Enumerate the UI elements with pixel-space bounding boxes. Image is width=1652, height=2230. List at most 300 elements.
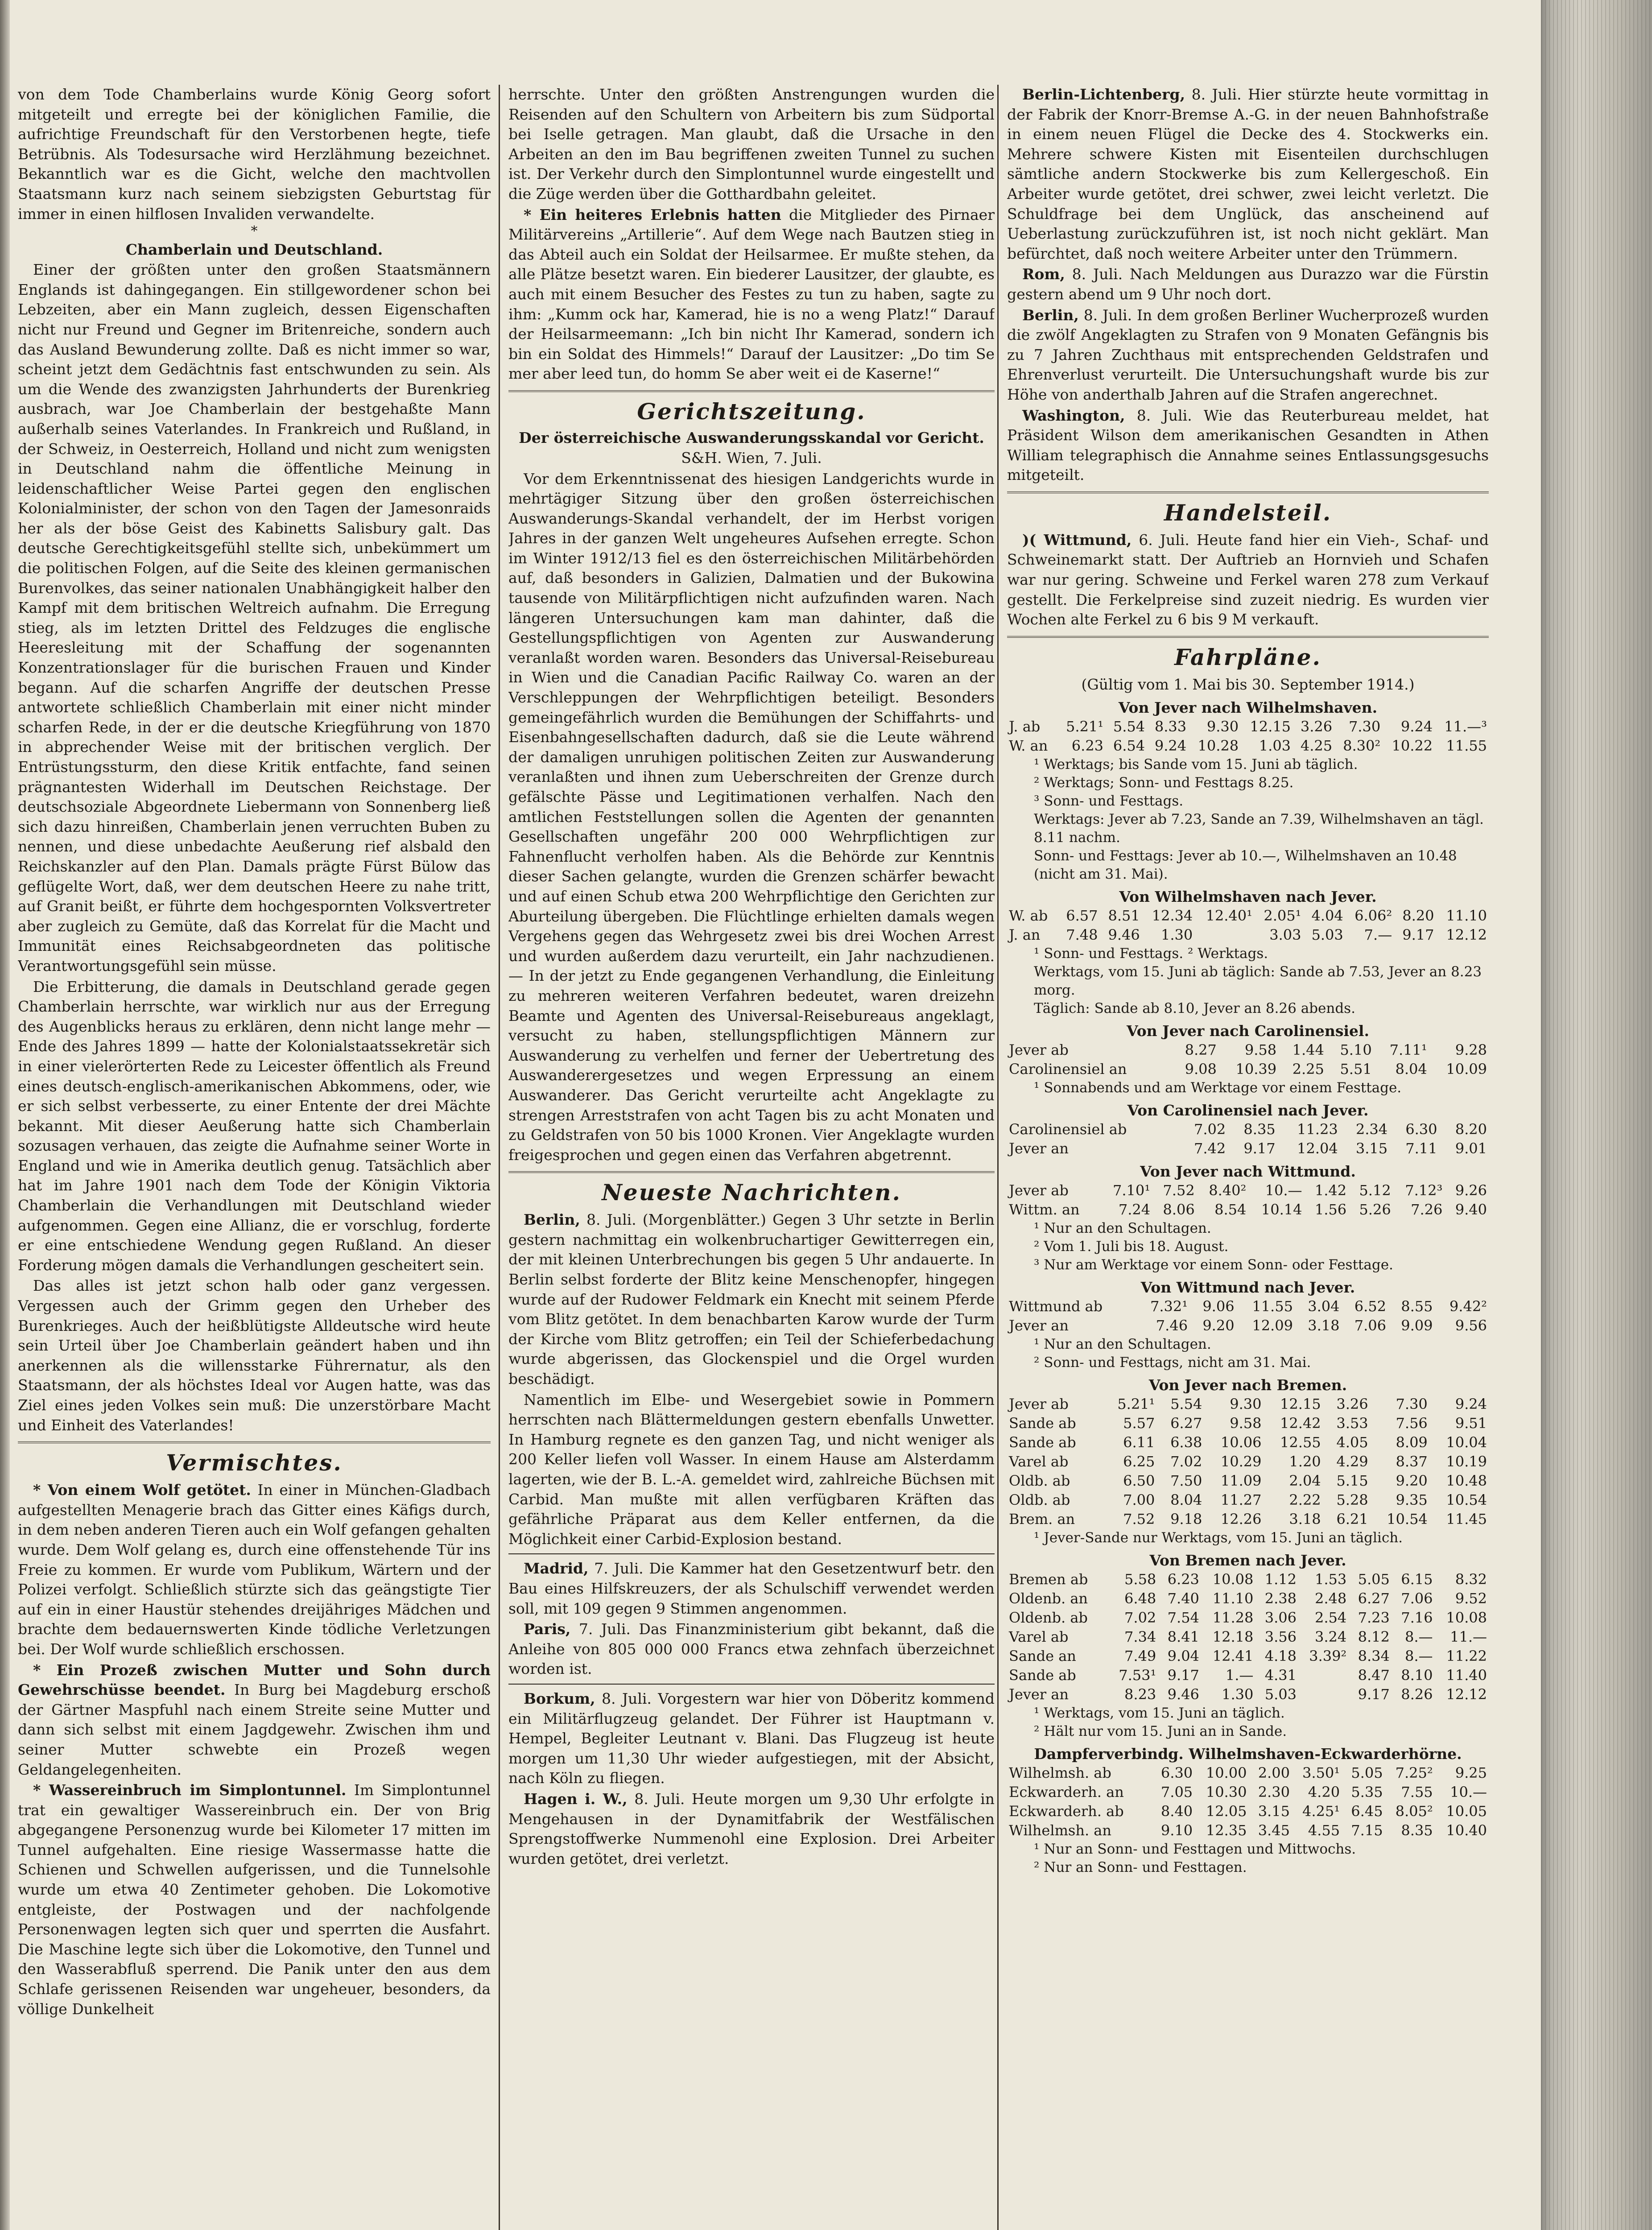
time-cell: 1.30 <box>1161 926 1193 944</box>
time-cell: 2.48 <box>1315 1590 1347 1607</box>
column-2 <box>508 85 995 2230</box>
time-cell: 8.— <box>1404 1648 1433 1665</box>
time-cell: 3.06 <box>1264 1609 1297 1627</box>
timetable-note: ² Hält nur vom 15. Juni an in Sande. <box>1034 1723 1287 1740</box>
time-cell: 8.51 <box>1108 907 1140 925</box>
time-cell: 7.26 <box>1411 1201 1443 1218</box>
station-cell: Bremen ab <box>1009 1571 1088 1588</box>
item-text: In einer in München-Gladbach aufgestellten Menagerie brach das Gitter eines Käfigs durch, in dem neben anderen Tieren auch ein Wolf gefangen gehalten wurde. Dem Wolf gelang es, durch eine offenstehende Tür ins Freie zu kommen. Er wurde vom Publikum, Wärtern und der Polizei verfolgt. Schließlich stürzte sich das geängstigte Tier auf ein in einer Haustür stehendes dreijähriges Mädchen und brachte dem bedauernswerten Kinde tödliche Verletzungen bei. Der Wolf wurde schließlich erschossen. <box>18 1481 491 1658</box>
time-cell: 8.34 <box>1358 1648 1390 1665</box>
time-cell: 2.22 <box>1289 1491 1321 1509</box>
station-cell: W. an <box>1009 737 1048 755</box>
time-cell: 6.57 <box>1066 907 1098 925</box>
time-cell: 7.55 <box>1401 1784 1433 1801</box>
time-cell: 3.50¹ <box>1302 1764 1340 1782</box>
time-cell: 10.22 <box>1392 737 1433 755</box>
timetable-row <box>1007 1589 1489 1608</box>
article-heading: Chamberlain und Deutschland. <box>125 241 383 259</box>
item-heading: * Ein heiteres Erlebnis hatten <box>524 206 781 223</box>
timetable-row <box>1007 906 1489 925</box>
time-cell: 6.11 <box>1123 1434 1155 1451</box>
time-cell: 8.35 <box>1243 1121 1276 1138</box>
time-cell: 3.26 <box>1336 1396 1368 1413</box>
time-cell: 7.54 <box>1167 1609 1199 1627</box>
news-item <box>1007 406 1489 485</box>
time-cell: 5.15 <box>1336 1472 1368 1490</box>
news-item <box>508 1210 995 1389</box>
time-cell: 8.37 <box>1396 1453 1428 1470</box>
item-heading: * Wassereinbruch im Simplontunnel. <box>33 1781 347 1799</box>
time-cell: 12.55 <box>1280 1434 1321 1451</box>
time-cell: 11.55 <box>1446 737 1487 755</box>
time-cell: 6.27 <box>1358 1590 1390 1607</box>
timetable-note: ² Werktags; Sonn- und Festtags 8.25. <box>1034 775 1294 791</box>
time-cell: 10.05 <box>1446 1803 1487 1820</box>
timetable-note: ² Vom 1. Juli bis 18. August. <box>1034 1239 1229 1255</box>
time-cell: 10.06 <box>1220 1434 1262 1451</box>
time-cell: 1.44 <box>1292 1041 1324 1059</box>
time-cell: 7.06 <box>1354 1317 1386 1334</box>
time-cell: 9.10 <box>1161 1822 1193 1839</box>
time-cell: 3.56 <box>1264 1628 1297 1646</box>
time-cell: 6.06² <box>1355 907 1392 925</box>
station-cell: Sande an <box>1009 1648 1076 1665</box>
time-cell: 10.00 <box>1206 1764 1247 1782</box>
time-cell: 7.10¹ <box>1113 1182 1151 1199</box>
timetable-note: Täglich: Sande ab 8.10, Jever an 8.26 abends. <box>1034 1000 1355 1017</box>
time-cell: 1.30 <box>1222 1686 1254 1703</box>
item-text: 8. Juli. (Morgenblätter.) Gegen 3 Uhr setzte in Berlin gestern nachmittag ein wolkenbruchartiger Gewitterregen ein, der mit kleinen Unterbrechungen bis gegen 5 Uhr andauerte. In Berlin selbst forderte der Blitz keine Menschenopfer, hingegen wurde auf der Rudower Feldmark ein Knecht mit seinem Pferde vom Blitz getötet. In dem benachbarten Karow wurde der Turm der Kirche vom Blitz getroffen; ein Teil der Schieferbedachung wurde abgerissen, das Glockenspiel und die Orgel wurden beschädigt. <box>508 1211 995 1388</box>
article-text: Einer der größten unter den großen Staatsmännern Englands ist dahingegangen. Ein stillgewordener schon bei Lebzeiten, aber ein Mann zugleich, dessen Eigenschaften nicht nur Freund und Gegner im Britenreiche, sondern auch das Ausland Bewunderung zollte. Daß es nicht immer so war, scheint jetzt dem Gedächtnis fast entschwunden zu sein. Als um die Wende des zwanzigsten Jahrhunderts der Burenkrieg ausbrach, war Joe Chamberlain der bestgehaßte Mann außerhalb seines Vaterlandes. In Frankreich und Rußland, in der Schweiz, in Oesterreich, Holland und nicht zum wenigsten in Deutschland nahm die öffentliche Meinung in leidenschaftlicher Weise Partei gegen den englischen Kolonialminister, der schon von den Tagen der Jamesonraids her als der böse Geist des Kabinetts Salisbury galt. Das deutsche Gerechtigkeitsgefühl stellte sich, unbekümmert um die politischen Folgen, auf die Seite des kleinen germanischen Burenvolkes, das seiner nationalen Unabhängigkeit halber den Kampf mit dem britischen Weltreich aufnahm. Die Erregung stieg, als im letzten Drittel des Feldzuges die englische Heeresleitung mit der Schaffung der sogenannten Konzentrationslager für die burischen Frauen und Kinder begann. Auf die scharfen Angriffe der deutschen Presse antwortete schließlich Chamberlain mit einer nicht minder scharfen Rede, in der er die deutsche Kriegführung von 1870 in abprechender Weise mit der britischen verglich. Der Entrüstungssturm, den diese Kritik entfachte, fand seinen prägnantesten Widerhall im Deutschen Reichstage. Der deutschsoziale Abgeordnete Liebermann von Sonnenberg ließ sich dazu hinreißen, Chamberlain jenen verruchten Buben zu nennen, und diese unbedachte Aeußerung rief alsbald den Reichskanzler auf den Plan. Damals prägte Fürst Bülow das geflügelte Wort, daß, wer dem deutschen Heere zu nahe tritt, auf Granit beißt, er führte dem hochgespornten Volksvertreter aber zugleich zu Gemüte, daß das Korrelat für die Macht und Immunität eines Reichsabgeordneten das politische Verantwortungsgefühl sein müsse. <box>18 261 491 975</box>
timetable-row <box>1007 1510 1489 1529</box>
timetable-row <box>1007 1491 1489 1510</box>
book-edge-pages <box>1541 0 1652 2230</box>
time-cell: 11.23 <box>1297 1121 1338 1138</box>
timetable-row <box>1007 1570 1489 1589</box>
section-divider <box>508 1171 995 1173</box>
time-cell: 6.50 <box>1123 1472 1155 1490</box>
time-cell: 9.28 <box>1455 1041 1487 1059</box>
time-cell: 6.54 <box>1113 737 1145 755</box>
time-cell: 1.03 <box>1259 737 1291 755</box>
timetable-row <box>1007 1608 1489 1627</box>
time-cell: 11.45 <box>1446 1511 1487 1528</box>
time-cell: 6.52 <box>1354 1298 1386 1315</box>
time-cell <box>1298 1666 1348 1685</box>
item-divider <box>508 1553 995 1554</box>
time-cell: 12.12 <box>1446 926 1487 944</box>
time-cell: 5.57 <box>1123 1415 1155 1432</box>
news-item <box>1007 306 1489 405</box>
station-cell: Jever ab <box>1009 1396 1069 1413</box>
section-title: Vermischtes. <box>166 1450 343 1476</box>
time-cell: 3.24 <box>1315 1628 1347 1646</box>
timetable-note: ² Nur an Sonn- und Festtagen. <box>1034 1859 1247 1876</box>
time-cell: 5.10 <box>1340 1041 1372 1059</box>
news-item <box>508 1689 995 1788</box>
timetable-row <box>1007 925 1489 945</box>
station-cell: Sande ab <box>1009 1415 1076 1432</box>
item-heading: * Von einem Wolf getötet. <box>33 1481 251 1499</box>
time-cell: 7.16 <box>1401 1609 1433 1627</box>
station-cell: Oldenb. an <box>1009 1590 1088 1607</box>
timetable-row <box>1007 1471 1489 1491</box>
time-cell: 7.12³ <box>1405 1182 1443 1199</box>
timetables <box>1007 699 1489 1877</box>
station-cell: Sande ab <box>1009 1667 1076 1684</box>
time-cell: 7.48 <box>1066 926 1098 944</box>
separator-star: * <box>251 223 258 240</box>
time-cell: 8.40² <box>1209 1182 1247 1199</box>
timetable-row <box>1007 1763 1489 1783</box>
timetable <box>1007 1570 1489 1704</box>
article-text: Vor dem Erkenntnissenat des hiesigen Landgerichts wurde in mehrtägiger Sitzung über den großen österreichischen Auswanderungs-Skandal verhandelt, der im Herbst vorigen Jahres in der ganzen Welt ungeheures Aufsehen erregte. Schon im Winter 1912/13 fiel es den österreichischen Militärbehörden auf, daß besonders in Galizien, Dalmatien und der Bukowina tausende von Militärpflichtigen nicht aufzufinden waren. Nach längeren Untersuchungen kam man dahinter, daß die Gestellungspflichtigen von Agenten zur Auswanderung veranlaßt worden waren. Besonders das Universal-Reisebureau in Wien und die Canadian Pacific Railway Co. waren an der Verschleppungen der Wehrpflichtigen beteiligt. Besonders gemeingefährlich wurden die Bemühungen der Schiffahrts- und Eisenbahngesellschaften dadurch, daß sie die Leute während der damaligen unruhigen politischen Zeiten zur Auswanderung veranlaßten und ihnen zum Ueberschreiten der Grenze durch gefälschte Pässe und Legitimationen verhalfen. Nach den amtlichen Feststellungen sollen die Agenten der genannten Gesellschaften ungefähr 200 000 Wehrpflichtigen zur Fahnenflucht verholfen haben. Als die Behörde zur Kenntnis dieser Sachen gelangte, wurden die Grenzen schärfer bewacht und auf einen Schub etwa 200 Wehrpflichtige den Gerichten zur Aburteilung übergeben. Die Flüchtlinge erhielten damals wegen Vergehens gegen das Wehrgesetz zwei bis drei Wochen Arrest und wurden außerdem dazu verurteilt, ein Jahr nachzudienen. — In der jetzt zu Ende gegangenen Verhandlung, die Einleitung zu mehreren weiteren Verfahren bedeutet, waren dreizehn Beamte und Agenten des Universal-Reisebureaus angeklagt, versucht zu haben, stellungspflichtigen Männern zur Auswanderung zu verhelfen und ferner der Uebertretung des Auswanderergesetzes und wegen Erpressung an einem Auswanderer. Das Gericht verurteilte acht Angeklagte zu strengen Arreststrafen von acht Tagen bis zu acht Monaten und zu Geldstrafen von 50 bis 1000 Kronen. Vier Angeklagte wurden freigesprochen und gegen einen das Verfahren abgetrennt. <box>508 470 995 1164</box>
time-cell: 10.30 <box>1206 1784 1247 1801</box>
page-left-shadow <box>0 0 10 2230</box>
time-cell: 7.02 <box>1170 1453 1202 1470</box>
time-cell: 3.18 <box>1308 1317 1340 1334</box>
time-cell: 7.06 <box>1401 1590 1433 1607</box>
time-cell: 11.40 <box>1446 1667 1487 1684</box>
station-cell: Oldb. ab <box>1009 1491 1070 1509</box>
timetable-row <box>1007 1181 1489 1200</box>
news-item <box>18 1660 491 1780</box>
item-text: In Burg bei Magdeburg erschoß der Gärtner Maspfuhl nach einem Streite seine Mutter und dann sich selbst mit einem Jagdgewehr. Zwischen ihm und seiner Mutter schwebte ein Prozeß wegen Geldangelegenheiten. <box>18 1681 491 1778</box>
article-heading: Der österreichische Auswanderungsskandal vor Gericht. <box>519 429 984 446</box>
time-cell: 7.— <box>1364 926 1392 944</box>
time-cell: 8.04 <box>1170 1491 1202 1509</box>
time-cell: 9.58 <box>1230 1415 1262 1432</box>
time-cell: 9.01 <box>1455 1140 1487 1157</box>
time-cell: 10.54 <box>1387 1511 1428 1528</box>
time-cell: 1.56 <box>1314 1201 1347 1218</box>
time-cell: 12.34 <box>1152 907 1193 925</box>
time-cell: 9.40 <box>1455 1201 1487 1218</box>
time-cell: 8.12 <box>1358 1628 1390 1646</box>
station-cell: Carolinensiel an <box>1009 1061 1127 1078</box>
timetable-row <box>1007 1685 1489 1704</box>
item-text: 8. Juli. Vorgestern war hier von Döberitz kommend ein Militärflugzeug gelandet. Der Führer ist Hauptmann v. Hempel, Begleiter Leutnant v. Blani. Das Flugzeug ist heute morgen um 11,30 Uhr wieder aufgestiegen, mit der Absicht, nach Köln zu fliegen. <box>508 1689 995 1787</box>
time-cell: 7.32¹ <box>1150 1298 1188 1315</box>
timetable <box>1007 717 1489 756</box>
time-cell: 5.21¹ <box>1066 718 1104 735</box>
time-cell: 12.26 <box>1220 1511 1262 1528</box>
station-cell: Jever an <box>1009 1686 1069 1703</box>
time-cell: 10.28 <box>1198 737 1239 755</box>
time-cell: 2.25 <box>1292 1061 1324 1078</box>
timetable <box>1007 1763 1489 1840</box>
timetable-title: Von Wittmund nach Jever. <box>1140 1279 1355 1297</box>
article-text: Die Erbitterung, die damals in Deutschland gerade gegen Chamberlain herrschte, war wirklich nur aus der Erregung des Augenblicks heraus zu erklären, denn nicht lange mehr — Ende des Jahres 1899 — hatte der Kolonialstaatssekretär sich in einer vielerörterten Rede zu Leicester öffentlich als Freund eines deutsch-englisch-amerikanischen Abkommens, oder, wie er sich selbst verbesserte, zu einer Entente der drei Mächte bekannt. Mit dieser Aeußerung hatte sich Chamberlain sozusagen verhauen, das zeigte die Aufnahme seiner Worte in England und wie in Amerika deutlich genug. Tatsächlich aber hat im Jahre 1901 nach dem Tode der Königin Viktoria Chamberlain die Verhandlungen mit Deutschland wieder aufgenommen. Gegen eine Allianz, die er vorschlug, forderte er eine entschiedene Wendung gegen Rußland. An dieser Forderung mögen damals die Verhandlungen gescheitert sein. <box>18 978 491 1274</box>
news-item <box>1007 264 1489 304</box>
time-cell: 3.26 <box>1300 718 1333 735</box>
time-cell: 1.42 <box>1314 1182 1347 1199</box>
time-cell: 7.50 <box>1170 1472 1202 1490</box>
time-cell: 12.09 <box>1252 1317 1293 1334</box>
section-divider <box>508 390 995 392</box>
time-cell: 12.15 <box>1280 1396 1321 1413</box>
station-cell: Wilhelmsh. ab <box>1009 1764 1111 1782</box>
time-cell: 10.— <box>1265 1182 1302 1199</box>
item-heading: Berlin, <box>1022 306 1079 324</box>
time-cell: 7.25² <box>1395 1764 1433 1782</box>
time-cell: 7.02 <box>1194 1121 1226 1138</box>
time-cell <box>1194 925 1254 945</box>
section-divider <box>18 1441 491 1443</box>
time-cell: 12.12 <box>1446 1686 1487 1703</box>
time-cell <box>1298 1685 1348 1704</box>
time-cell: 9.24 <box>1154 737 1187 755</box>
timetable-row <box>1007 1395 1489 1414</box>
timetable-row <box>1007 1414 1489 1433</box>
station-cell: W. ab <box>1009 907 1048 925</box>
time-cell: 6.48 <box>1124 1590 1156 1607</box>
time-cell: 7.11 <box>1405 1140 1437 1157</box>
time-cell: 6.15 <box>1401 1571 1433 1588</box>
time-cell: 9.17 <box>1243 1140 1276 1157</box>
time-cell: 10.19 <box>1446 1453 1487 1470</box>
time-cell: 5.28 <box>1336 1491 1368 1509</box>
timetable-note: ³ Nur am Werktage vor einem Sonn- oder Festtage. <box>1034 1257 1393 1273</box>
time-cell: 11.—³ <box>1444 718 1487 735</box>
time-cell: 4.31 <box>1264 1667 1297 1684</box>
time-cell: 2.04 <box>1289 1472 1321 1490</box>
section-title: Fahrpläne. <box>1174 644 1322 670</box>
time-cell: 8.40 <box>1161 1803 1193 1820</box>
station-cell: Wilhelmsh. an <box>1009 1822 1111 1839</box>
time-cell: 3.03 <box>1269 926 1301 944</box>
timetable-row <box>1007 1060 1489 1079</box>
time-cell: 9.08 <box>1185 1061 1217 1078</box>
time-cell: 7.15 <box>1351 1822 1383 1839</box>
time-cell: 8.05² <box>1395 1803 1433 1820</box>
time-cell: 9.04 <box>1167 1648 1199 1665</box>
timetable-row <box>1007 1139 1489 1158</box>
time-cell: 7.52 <box>1123 1511 1155 1528</box>
news-item <box>508 205 995 384</box>
item-text: 8. Juli. In dem großen Berliner Wucherprozeß wurden die zwölf Angeklagten zu Strafen von 9 Monaten Gefängnis bis zu 7 Jahren Zuchthaus mit entsprechenden Geldstrafen und Ehrenverlust verurteilt. Die Untersuchungshaft wurde bis zur Höhe von anderthalb Jahren auf die Strafen angerechnet. <box>1007 306 1489 403</box>
news-item: Namentlich im Elbe- und Wesergebiet sowie in Pommern herrschten nach Blättermeldungen gestern ebenfalls Unwetter. In Hamburg regnete es den ganzen Tag, und nicht weniger als 200 Keller liefen voll Wasser. In einem Hause am Alsterdamm lagerten, wie der B. L.-A. gemeldet wird, zahlreiche Büchsen mit Carbid. Man mußte mit allen verfügbaren Kräften das gefährliche Präparat aus dem Keller entfernen, da die Möglichkeit einer Carbid-Explosion bestand. <box>508 1391 995 1548</box>
station-cell: J. an <box>1009 926 1041 944</box>
item-heading: Hagen i. W., <box>524 1790 628 1808</box>
time-cell: 9.24 <box>1455 1396 1487 1413</box>
timetable <box>1007 1120 1489 1158</box>
time-cell: 4.04 <box>1311 907 1343 925</box>
station-cell: Wittmund ab <box>1009 1298 1103 1315</box>
station-cell: Jever ab <box>1009 1041 1069 1059</box>
timetable-note: Werktags: Jever ab 7.23, Sande an 7.39, Wilhelmshaven an tägl. 8.11 nachm. <box>1034 811 1484 846</box>
time-cell: 9.25 <box>1455 1764 1487 1782</box>
timetable-note: ¹ Nur an den Schultagen. <box>1034 1336 1211 1353</box>
timetable-row <box>1007 1647 1489 1666</box>
time-cell: 6.21 <box>1336 1511 1368 1528</box>
item-heading: Berlin, <box>524 1211 580 1229</box>
column-rule <box>997 85 999 2230</box>
timetable-row <box>1007 717 1489 736</box>
timetable-row <box>1007 1452 1489 1471</box>
time-cell: 7.34 <box>1124 1628 1156 1646</box>
time-cell: 10.48 <box>1446 1472 1487 1490</box>
time-cell: 7.11¹ <box>1389 1041 1427 1059</box>
time-cell: 10.39 <box>1235 1061 1277 1078</box>
station-cell: Oldb. ab <box>1009 1472 1070 1490</box>
time-cell: 12.40¹ <box>1206 907 1252 925</box>
time-cell: 8.35 <box>1401 1822 1433 1839</box>
time-cell: 7.46 <box>1156 1317 1188 1334</box>
dateline: S&H. Wien, 7. Juli. <box>681 449 822 467</box>
station-cell: Sande ab <box>1009 1434 1076 1451</box>
station-cell: Wittm. an <box>1009 1201 1080 1218</box>
time-cell: 5.03 <box>1311 926 1343 944</box>
time-cell: 7.40 <box>1167 1590 1199 1607</box>
item-text: 8. Juli. Heute morgen um 9,30 Uhr erfolgte in Mengehausen in der Dynamitfabrik der Westfälischen Sprengstoffwerke Nummenohl eine Explosion. Drei Arbeiter wurden getötet, drei verletzt. <box>508 1790 995 1867</box>
item-text: 8. Juli. Nach Meldungen aus Durazzo war die Fürstin gestern abend um 9 Uhr noch dort. <box>1007 265 1489 303</box>
time-cell: 11.22 <box>1446 1648 1487 1665</box>
time-cell: 8.41 <box>1167 1628 1199 1646</box>
column-rule <box>499 85 500 2230</box>
item-heading: Borkum, <box>524 1689 595 1707</box>
item-text: die Mitglieder des Pirnaer Militärvereins „Artillerie“. Auf dem Wege nach Bautzen stieg in das Abteil auch ein Soldat der Heilsarmee. Er mußte stehen, da alle Plätze besetzt waren. Ein biederer Lausitzer, der glaubte, es auch mit einem Besucher des Festes zu tun zu haben, sagte zu ihm: „Kumm ock har, Kamerad, hie is no a weng Platz!“ Darauf der Heilsarmeemann: „Ich bin nicht Ihr Kamerad, sondern ich bin ein Soldat des Himmels!“ Darauf der Lausitzer: „Do tim Se mer aber leed tun, do homm Se aber weit ei de Kaserne!“ <box>508 206 995 383</box>
timetable-note: ¹ Werktags; bis Sande vom 15. Juni ab täglich. <box>1034 756 1358 773</box>
time-cell: 4.18 <box>1264 1648 1297 1665</box>
article-text: Das alles ist jetzt schon halb oder ganz vergessen. Vergessen auch der Grimm gegen den Urheber des Burenkrieges. Auch der heißblütigste Alldeutsche wird heute sein Urteil über Joe Chamberlain geändert haben und ihn anerkennen als die willensstarke Führernatur, als den Staatsmann, der als höchstes Ideal vor Augen hatte, was das Ziel eines jeden Volkes sein muß: Die unzerstörbare Macht und Einheit des Vaterlandes! <box>18 1277 491 1434</box>
time-cell: 4.05 <box>1336 1434 1368 1451</box>
time-cell: 8.32 <box>1455 1571 1487 1588</box>
item-heading: Paris, <box>524 1620 571 1638</box>
time-cell: 10.— <box>1450 1784 1487 1801</box>
time-cell: 7.02 <box>1124 1609 1156 1627</box>
time-cell: 9.35 <box>1396 1491 1428 1509</box>
time-cell: 1.20 <box>1289 1453 1321 1470</box>
time-cell: 11.28 <box>1212 1609 1254 1627</box>
item-text: 8. Juli. Wie das Reuterbureau meldet, hat Präsident Wilson dem amerikanischen Gesandten in Athen William telegraphisch die Annahme seines Entlassungsgesuchs mitgeteilt. <box>1007 406 1489 484</box>
time-cell: 10.04 <box>1446 1434 1487 1451</box>
timetable-title: Von Bremen nach Jever. <box>1149 1552 1346 1569</box>
timetable-note: Werktags, vom 15. Juni ab täglich: Sande ab 7.53, Jever an 8.23 morg. <box>1034 964 1482 999</box>
article-text: von dem Tode Chamberlains wurde König Georg sofort mitgeteilt und erregte bei der königlichen Familie, die aufrichtige Freundschaft für den Verstorbenen hegte, tiefe Betrübnis. Als Todesursache wird Herzlähmung bezeichnet. Bekanntlich war es die Gicht, welche den machtvollen Staatsmann kurz nach seinem siebzigsten Geburtstag für immer in einen hilflosen Invaliden verwandelte. <box>18 86 491 223</box>
time-cell: 8.47 <box>1358 1667 1390 1684</box>
time-cell: 9.06 <box>1202 1298 1235 1315</box>
station-cell: Jever an <box>1009 1140 1069 1157</box>
timetable-note: ¹ Nur an Sonn- und Festtagen und Mittwochs. <box>1034 1841 1356 1858</box>
news-item <box>508 1559 995 1619</box>
news-item <box>1007 530 1489 630</box>
item-heading: Rom, <box>1022 265 1065 283</box>
timetable-note: ¹ Werktags, vom 15. Juni an täglich. <box>1034 1705 1285 1722</box>
time-cell: 6.25 <box>1123 1453 1155 1470</box>
time-cell: 10.08 <box>1446 1609 1487 1627</box>
time-cell: 4.25¹ <box>1302 1803 1340 1820</box>
time-cell: 12.18 <box>1212 1628 1254 1646</box>
timetable-note: ³ Sonn- und Festtags. <box>1034 793 1184 809</box>
time-cell: 9.52 <box>1455 1590 1487 1607</box>
time-cell: 3.04 <box>1308 1298 1340 1315</box>
timetable-row <box>1007 1200 1489 1219</box>
time-cell: 4.20 <box>1308 1784 1340 1801</box>
timetable <box>1007 1297 1489 1335</box>
timetable-note: Sonn- und Festtags: Jever ab 10.—, Wilhelmshaven an 10.48 (nicht am 31. Mai). <box>1034 848 1457 883</box>
time-cell: 6.30 <box>1161 1764 1193 1782</box>
timetable-title: Von Jever nach Wittmund. <box>1140 1163 1356 1181</box>
time-cell: 3.18 <box>1289 1511 1321 1528</box>
time-cell: 5.54 <box>1170 1396 1202 1413</box>
item-heading: * Ein Prozeß zwischen Mutter und Sohn durch Gewehrschüsse beendet. <box>18 1661 491 1699</box>
time-cell: 7.30 <box>1348 718 1381 735</box>
timetable <box>1007 1395 1489 1529</box>
time-cell: 7.00 <box>1123 1491 1155 1509</box>
time-cell: 9.58 <box>1244 1041 1277 1059</box>
validity-note: (Gültig vom 1. Mai bis 30. September 1914.) <box>1081 675 1415 693</box>
timetable-title: Von Jever nach Bremen. <box>1148 1376 1347 1394</box>
time-cell: 6.23 <box>1071 737 1104 755</box>
timetable-note: ¹ Jever-Sande nur Werktags, vom 15. Juni an täglich. <box>1034 1530 1403 1546</box>
station-cell: Eckwarderh. ab <box>1009 1803 1124 1820</box>
news-item <box>18 1480 491 1659</box>
time-cell: 8.04 <box>1395 1061 1427 1078</box>
section-title: Handelsteil. <box>1164 499 1332 526</box>
station-cell: Varel ab <box>1009 1453 1069 1470</box>
timetable-row <box>1007 1821 1489 1840</box>
time-cell: 9.46 <box>1167 1686 1199 1703</box>
timetable-row <box>1007 1316 1489 1335</box>
time-cell: 12.15 <box>1250 718 1291 735</box>
time-cell: 2.00 <box>1258 1764 1290 1782</box>
time-cell: 9.26 <box>1455 1182 1487 1199</box>
time-cell: 8.33 <box>1154 718 1187 735</box>
time-cell: 9.46 <box>1108 926 1140 944</box>
time-cell: 9.56 <box>1455 1317 1487 1334</box>
timetable-title: Von Jever nach Carolinensiel. <box>1127 1022 1369 1040</box>
time-cell: 12.04 <box>1297 1140 1338 1157</box>
station-cell: Jever ab <box>1009 1182 1069 1199</box>
time-cell: 5.26 <box>1359 1201 1391 1218</box>
item-heading: Madrid, <box>524 1560 589 1578</box>
time-cell: 1.53 <box>1315 1571 1347 1588</box>
timetable-note: ¹ Sonn- und Festtags. ² Werktags. <box>1034 946 1268 962</box>
item-text: 6. Juli. Heute fand hier ein Vieh-, Schaf- und Schweinemarkt statt. Der Auftrieb an Hornvieh und Schafen war nur gering. Schweine und Ferkel waren 278 zum Verkauf gestellt. Die Ferkelpreise sind zuzeit niedrig. Es wurden vier Wochen alte Ferkel zu 6 bis 9 M verkauft. <box>1007 531 1489 628</box>
time-cell: 7.24 <box>1118 1201 1151 1218</box>
item-heading: Berlin-Lichtenberg, <box>1022 86 1185 103</box>
timetable-note: ¹ Nur an den Schultagen. <box>1034 1220 1211 1237</box>
time-cell: 6.45 <box>1351 1803 1383 1820</box>
time-cell: 5.05 <box>1358 1571 1390 1588</box>
item-divider <box>508 1684 995 1685</box>
time-cell: 2.38 <box>1264 1590 1297 1607</box>
time-cell: 5.12 <box>1359 1182 1391 1199</box>
time-cell: 3.15 <box>1355 1140 1388 1157</box>
time-cell: 6.23 <box>1167 1571 1199 1588</box>
time-cell: 2.54 <box>1315 1609 1347 1627</box>
time-cell: 3.15 <box>1258 1803 1290 1820</box>
time-cell: 9.18 <box>1170 1511 1202 1528</box>
time-cell: 7.56 <box>1396 1415 1428 1432</box>
time-cell: 10.14 <box>1261 1201 1302 1218</box>
time-cell: 3.45 <box>1258 1822 1290 1839</box>
timetable-note: ² Sonn- und Festtags, nicht am 31. Mai. <box>1034 1355 1311 1371</box>
time-cell: 9.42² <box>1449 1298 1487 1315</box>
time-cell: 7.49 <box>1124 1648 1156 1665</box>
time-cell: 11.09 <box>1220 1472 1262 1490</box>
time-cell: 5.58 <box>1124 1571 1156 1588</box>
time-cell: 3.53 <box>1336 1415 1368 1432</box>
station-cell: Varel ab <box>1009 1628 1069 1646</box>
time-cell: 9.30 <box>1206 718 1239 735</box>
time-cell: 11.10 <box>1212 1590 1254 1607</box>
time-cell: 12.35 <box>1206 1822 1247 1839</box>
time-cell: 4.55 <box>1308 1822 1340 1839</box>
time-cell: 9.20 <box>1202 1317 1235 1334</box>
time-cell: 5.51 <box>1340 1061 1372 1078</box>
